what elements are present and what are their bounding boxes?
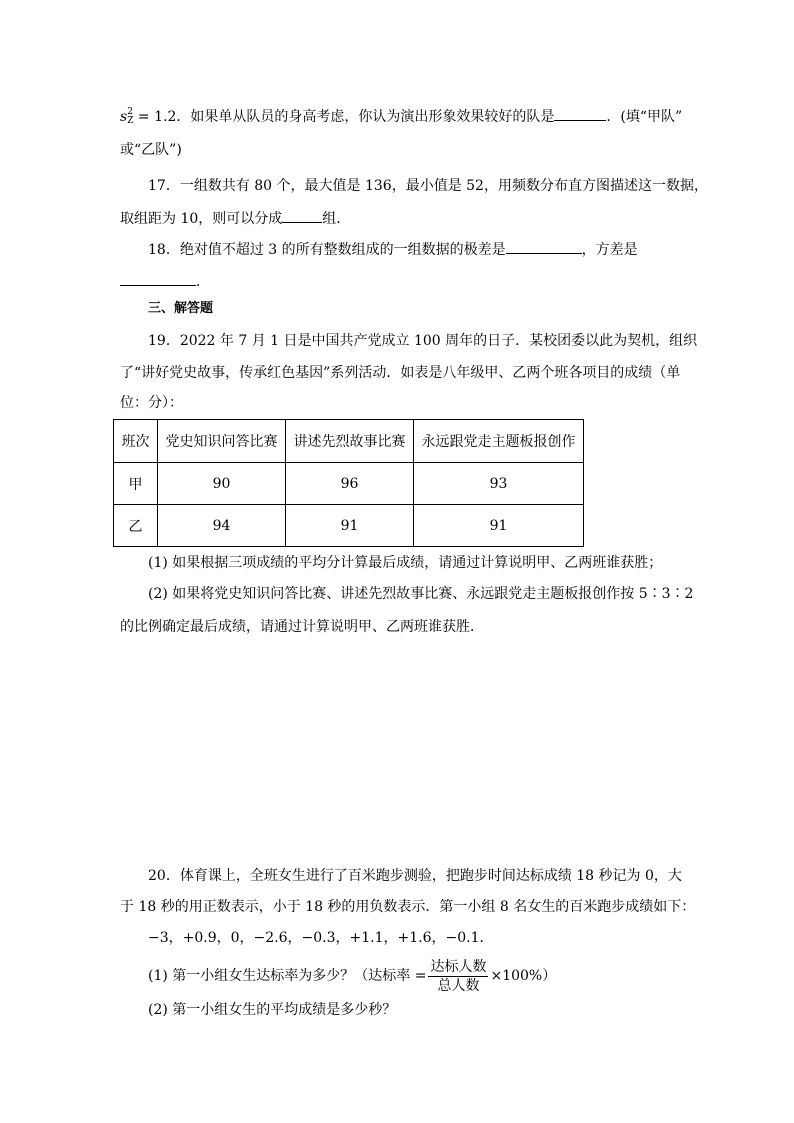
q18-line1-pre: 18．绝对值不超过 3 的所有整数组成的一组数据的极差是 [148,242,506,258]
q20-line1: 20．体育课上，全班女生进行了百米跑步测验，把跑步时间达标成绩 18 秒记为 0，大 [148,868,682,884]
q17-line1: 17．一组数共有 80 个，最大值是 136，最小值是 52，用频数分布直方图描述这一数据， [148,178,708,194]
q16-answer-blank[interactable] [554,106,606,121]
q18-line2 [120,271,210,292]
q19-line3: 位：分）： [120,395,183,411]
q20-sub1 [148,957,556,995]
q16-after: ．(填“甲队” [606,109,683,125]
q17-line2-post: 组． [322,211,351,227]
variance-symbol: s 2 Z [120,107,134,126]
table-header-cell: 永远跟党走主题板报创作 [414,420,584,463]
table-cell: 94 [158,505,286,547]
table-header-cell: 党史知识问答比赛 [158,420,286,463]
q17-answer-blank[interactable] [282,208,322,223]
table-cell: 91 [414,505,584,547]
q17-line2-pre: 取组距为 10，则可以分成 [120,211,283,227]
q20-sub1-pre: (1) 第一小组女生达标率为多少？（达标率 = [148,968,427,984]
q18-line2-post: ． [196,274,210,290]
q16-line1 [120,106,682,127]
q20-line2: 于 18 秒的用正数表示，小于 18 秒的用负数表示．第一小组 8 名女生的百米跑步成绩如下： [120,899,696,915]
q19-line1: 19．2022 年 7 月 1 日是中国共产党成立 100 周年的日子．某校团委以此为契机，组织 [148,333,698,349]
scores-table [113,419,584,547]
table-cell: 甲 [114,463,158,505]
q16-text: = 1.2．如果单从队员的身高考虑，你认为演出形象效果较好的队是 [133,109,555,125]
q19-line2: 了“讲好党史故事，传承红色基因”系列活动．如表是八年级甲、乙两个班各项目的成绩（单 [120,365,681,381]
q19-sub2-line1: (2) 如果将党史知识问答比赛、讲述先烈故事比赛、永远跟党走主题板报创作按 5∶3∶2 [148,586,694,602]
q18-range-blank[interactable] [506,239,582,254]
section-title: 三、解答题 [148,301,214,316]
q19-sub2-line2: 的比例确定最后成绩，请通过计算说明甲、乙两班谁获胜． [120,619,484,635]
q18-line1 [148,239,638,260]
table-cell: 乙 [114,505,158,547]
q20-sub2: (2) 第一小组女生的平均成绩是多少秒？ [148,1002,397,1018]
table-header-cell: 讲述先烈故事比赛 [286,420,414,463]
q20-sub1-post: ×100%） [490,968,557,984]
q18-variance-blank[interactable] [120,271,196,286]
table-cell: 90 [158,463,286,505]
table-cell: 93 [414,463,584,505]
q16-line2: 或“乙队”) [120,142,182,158]
table-header-cell: 班次 [114,420,158,463]
table-header-row [114,420,584,463]
q19-sub1: (1) 如果根据三项成绩的平均分计算最后成绩，请通过计算说明甲、乙两班谁获胜； [148,555,663,571]
table-row [114,463,584,505]
table-cell: 96 [286,463,414,505]
fraction-denominator: 总人数 [437,977,480,994]
pass-rate-fraction [428,958,488,995]
q18-line1-post: ，方差是 [581,242,638,258]
table-row [114,505,584,547]
q20-line3: −3，+0.9，0，−2.6，−0.3，+1.1，+1.6，−0.1． [148,930,494,946]
table-cell: 91 [286,505,414,547]
q17-line2 [120,208,350,229]
fraction-numerator: 达标人数 [430,958,487,975]
